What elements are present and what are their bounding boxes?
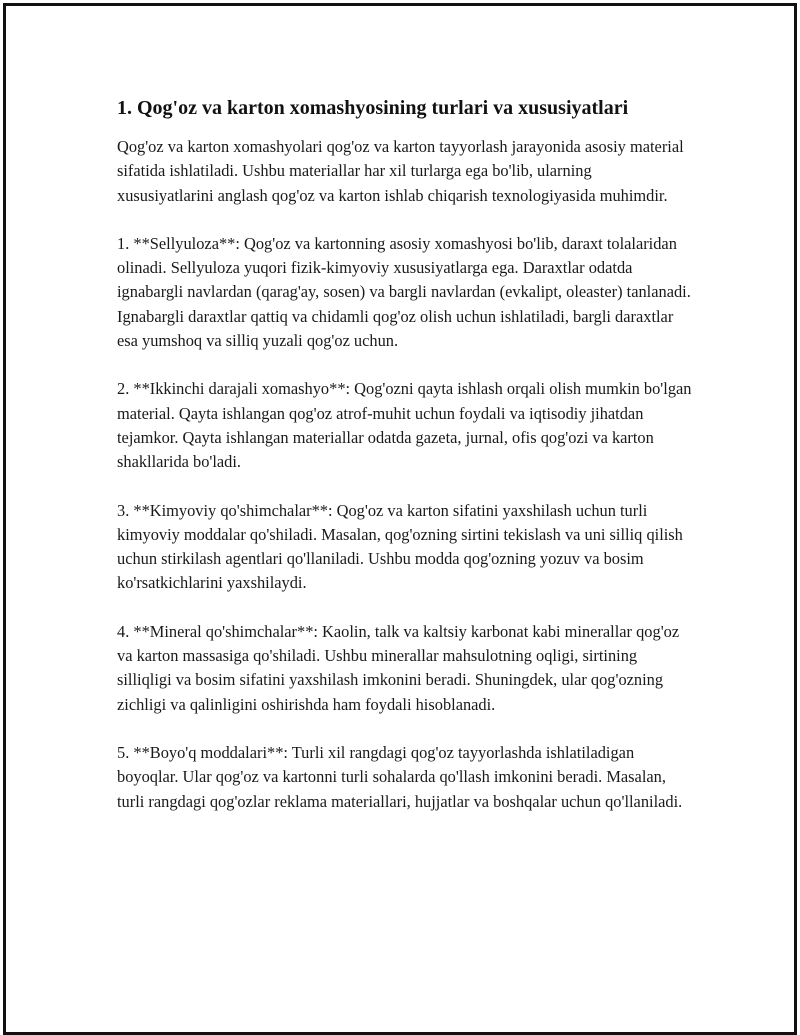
intro-paragraph: Qog'oz va karton xomashyolari qog'oz va karton tayyorlash jarayonida asosiy material sifatida ishlatiladi. Ushbu materiallar har xil turlarga ega bo'lib, ularning xususiyatlarini anglash qog'oz va karton ishlab chiqarish texnologiyasida muhimdir.: [117, 137, 684, 205]
paragraph-kimyoviy-qoshimchalar: 3. **Kimyoviy qo'shimchalar**: Qog'oz va karton sifatini yaxshilash uchun turli kimyoviy moddalar qo'shiladi. Masalan, qog'ozning sirtini tekislash va uni silliq qilish uchun stirkilash agentlari qo'llaniladi. Ushbu modda qog'ozning yozuv va bosim ko'rsatkichlarini yaxshilaydi.: [117, 500, 683, 593]
section-heading: 1. Qog'oz va karton xomashyosining turlari va xususiyatlari: [117, 97, 629, 119]
paragraph-mineral-qoshimchalar: 4. **Mineral qo'shimchalar**: Kaolin, talk va kaltsiy karbonat kabi minerallar qog'oz va karton massasiga qo'shiladi. Ushbu minerallar mahsulotning oqligi, sirtining silliqligi va bosim sifatini yaxshilash imkonini beradi. Shuningdek, ular qog'ozning zichligi va qalinligini oshirishda ham foydali hisoblanadi.: [117, 621, 680, 714]
paragraph-boyoq-moddalari: 5. **Boyo'q moddalari**: Turli xil rangdagi qog'oz tayyorlashda ishlatiladigan boyoqlar. Ular qog'oz va kartonni turli sohalarda qo'llash imkonini beradi. Masalan, turli rangdagi qog'ozlar reklama materiallari, hujjatlar va boshqalar uchun qo'llaniladi.: [117, 742, 683, 811]
document-body: [117, 95, 692, 838]
paragraph-sellyuloza: 1. **Sellyuloza**: Qog'oz va kartonning asosiy xomashyosi bo'lib, daraxt tolalaridan olinadi. Sellyuloza yuqori fizik-kimyoviy xususiyatlarga ega. Daraxtlar odatda ignabargli navlardan (qarag'ay, sosen) va bargli navlardan (evkalipt, oleaster) tanlanadi. Ignabargli daraxtlar qattiq va chidamli qog'oz olish uchun ishlatiladi, bargli daraxtlar esa yumshoq va silliq yuzali qog'oz uchun.: [117, 233, 691, 351]
paragraph-ikkinchi-darajali-xomashyo: 2. **Ikkinchi darajali xomashyo**: Qog'ozni qayta ishlash orqali olish mumkin bo'lgan material. Qayta ishlangan qog'oz atrof-muhit uchun foydali va iqtisodiy jihatdan tejamkor. Qayta ishlangan materiallar odatda gazeta, jurnal, ofis qog'ozi va karton shakllarida bo'ladi.: [117, 379, 692, 472]
